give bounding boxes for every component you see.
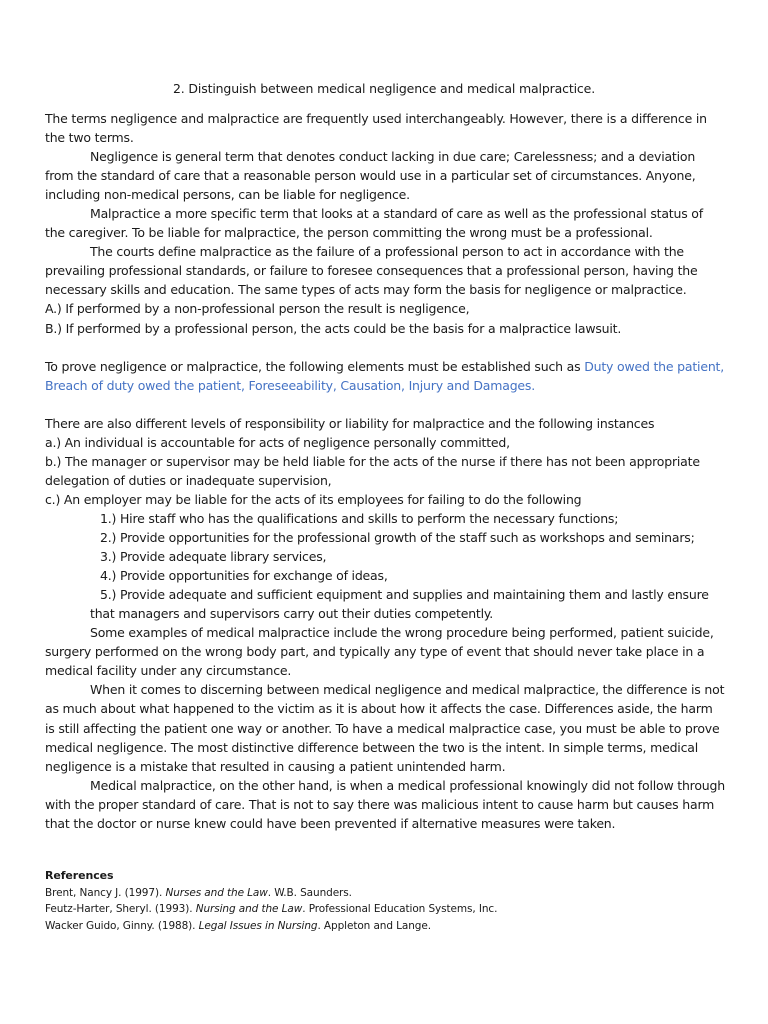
paragraph: There are also different levels of responsibility or liability for malpractice and the following instances bbox=[45, 415, 655, 431]
highlighted-elements: Duty owed the patient, Breach of duty owed the patient, Foreseeability, Causation, Injury and Damages. bbox=[45, 358, 725, 393]
reference-author: Feutz-Harter, Sheryl. (1993). bbox=[45, 903, 196, 915]
reference-publisher: . W.B. Saunders. bbox=[267, 886, 352, 899]
sub-list-item: 3.) Provide adequate library services, bbox=[100, 549, 327, 565]
list-item: b.) The manager or supervisor may be held liable for the acts of the nurse if there has not been appropriate delegation of duties or inadequate supervision, bbox=[45, 453, 700, 488]
reference-title: Nursing and the Law bbox=[195, 903, 303, 915]
paragraph: Malpractice a more specific term that looks at a standard of care as well as the professional status of the caregiver. To be liable for malpractice, the person committing the wrong must be a professional. bbox=[45, 206, 703, 241]
reference-entry bbox=[45, 901, 725, 918]
reference-publisher: . Appleton and Lange. bbox=[317, 919, 431, 932]
reference-author: Brent, Nancy J. (1997). bbox=[45, 886, 166, 899]
spacer bbox=[45, 338, 725, 357]
sub-list-item: 4.) Provide opportunities for exchange of ideas, bbox=[100, 568, 388, 584]
references-heading: References bbox=[45, 869, 114, 882]
paragraph: Some examples of medical malpractice include the wrong procedure being performed, patient suicide, surgery performed on the wrong body part, and typically any type of event that should never take place in a medical facility under any circumstance. bbox=[45, 625, 714, 679]
paragraph: The courts define malpractice as the failure of a professional person to act in accordance with the prevailing professional standards, or failure to foresee consequences that a professional person, having the necessary skills and education. The same types of acts may form the basis for negligence or malpractice. bbox=[45, 244, 698, 298]
sub-list-item: 2.) Provide opportunities for the professional growth of the staff such as workshops and seminars; bbox=[100, 530, 695, 546]
spacer bbox=[45, 395, 725, 414]
reference-title: Legal Issues in Nursing bbox=[198, 919, 318, 932]
reference-title: Nurses and the Law bbox=[165, 886, 268, 899]
list-item: a.) An individual is accountable for acts of negligence personally committed, bbox=[45, 434, 510, 450]
reference-entry bbox=[45, 918, 725, 935]
reference-entry bbox=[45, 885, 725, 902]
paragraph: The terms negligence and malpractice are frequently used interchangeably. However, there is a difference in the two terms. bbox=[45, 111, 707, 146]
paragraph-text: To prove negligence or malpractice, the following elements must be established such as bbox=[45, 358, 585, 374]
reference-publisher: . Professional Education Systems, Inc. bbox=[302, 903, 498, 915]
paragraph: Negligence is general term that denotes conduct lacking in due care; Carelessness; and a deviation from the standard of care that a reasonable person would use in a particular set of circumstances. Anyone, including non-medical persons, can be liable for negligence. bbox=[45, 149, 696, 203]
question-title: 2. Distinguish between medical negligence and medical malpractice. bbox=[172, 81, 596, 96]
paragraph: Medical malpractice, on the other hand, is when a medical professional knowingly did not follow through with the proper standard of care. That is not to say there was malicious intent to cause harm but causes harm that the doctor or nurse knew could have been prevented if alternative measures were taken. bbox=[45, 777, 725, 831]
paragraph bbox=[45, 357, 725, 395]
list-item: B.) If performed by a professional person, the acts could be the basis for a malpractice lawsuit. bbox=[45, 320, 622, 336]
sub-list-item: 1.) Hire staff who has the qualifications and skills to perform the necessary functions; bbox=[100, 510, 619, 526]
reference-author: Wacker Guido, Ginny. (1988). bbox=[45, 919, 199, 932]
paragraph: When it comes to discerning between medical negligence and medical malpractice, the difference is not as much about what happened to the victim as it is about how it affects the case. Differences aside, the harm is still affecting the patient one way or another. To have a medical malpractice case, you must be able to prove medical negligence. The most distinctive difference between the two is the intent. In simple terms, medical negligence is a mistake that resulted in causing a patient unintended harm. bbox=[45, 682, 725, 774]
list-item: A.) If performed by a non-professional person the result is negligence, bbox=[45, 301, 470, 317]
list-item: c.) An employer may be liable for the acts of its employees for failing to do the following bbox=[45, 491, 582, 507]
sub-list-item: 5.) Provide adequate and sufficient equipment and supplies and maintaining them and lastly ensure that managers and supervisors carry out their duties competently. bbox=[90, 587, 709, 622]
document-body bbox=[45, 109, 725, 833]
references-section bbox=[45, 868, 725, 934]
